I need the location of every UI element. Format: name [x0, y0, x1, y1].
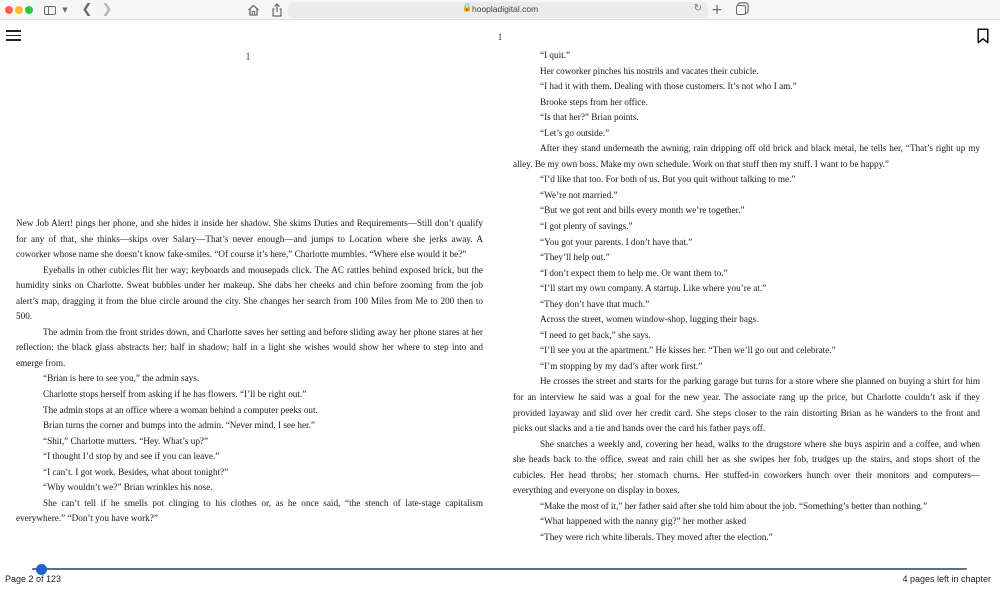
right-page-text — [513, 48, 980, 546]
paragraph: “Let’s go outside.” — [540, 127, 610, 138]
page-slider-track[interactable] — [32, 568, 967, 570]
paragraph: “I need to get back,” she says. — [540, 329, 651, 340]
close-window-button[interactable] — [5, 6, 13, 14]
chevron-down-icon[interactable]: ▼ — [62, 6, 68, 14]
plus-icon[interactable]: + — [711, 2, 723, 18]
paragraph: “Brian is here to see you,” the admin says. — [43, 373, 200, 384]
paragraph: “I’ll start my own company. A startup. Like where you’re at.” — [540, 283, 767, 294]
minimize-window-button[interactable] — [15, 6, 23, 14]
paragraph: “They don’t have that much.” — [540, 298, 650, 309]
back-arrow-icon[interactable]: ❮ — [81, 2, 93, 17]
paragraph: “Shit,” Charlotte mutters. “Hey. What’s up?” — [43, 435, 209, 446]
url-text: hoopladigital.com — [472, 4, 539, 14]
paragraph: “Why wouldn’t we?” Brian wrinkles his nose. — [43, 482, 213, 493]
paragraph: “They were rich white liberals. They moved after the election.” — [540, 531, 773, 542]
browser-toolbar — [0, 0, 1000, 20]
paragraph: The admin from the front strides down, and Charlotte saves her setting and before sliding away her phone stares at her reflection: the black glass abstracts her; half in shadow; half in a light she wishes would show her where to step into and emerge from. — [16, 326, 483, 368]
paragraph: Her coworker pinches his nostrils and vacates their cubicle. — [540, 65, 759, 76]
paragraph: “But we got rent and bills every month we’re together.” — [540, 205, 745, 216]
forward-arrow-icon[interactable]: ❯ — [101, 2, 113, 17]
address-bar[interactable] — [288, 2, 708, 18]
header-page-number: 1 — [497, 32, 503, 42]
paragraph: She can’t tell if he smells pot clinging to his clothes or, as he once said, “the stench of late-stage capitalism everywhere.” “Don’t you have work?” — [16, 497, 483, 524]
chapter-number: 1 — [245, 49, 251, 63]
sidebar-icon[interactable] — [44, 3, 56, 17]
paragraph: “They’ll help out.” — [540, 252, 610, 263]
paragraph: “I quit.” — [540, 50, 571, 60]
reload-icon[interactable]: ↻ — [693, 3, 702, 14]
left-page-text — [16, 216, 483, 527]
page-status: Page 2 of 123 — [5, 574, 62, 584]
paragraph: “Make the most of it,” her father said after she told him about the job. “Something’s better than nothing.” — [540, 500, 928, 511]
paragraph: “You got your parents. I don’t have that.” — [540, 236, 693, 247]
hamburger-menu-icon[interactable] — [6, 30, 21, 41]
paragraph: “Is that her?” Brian points. — [540, 112, 639, 123]
zoom-window-button[interactable] — [25, 6, 33, 14]
paragraph: “I’ll see you at the apartment.” He kisses her. “Then we’ll go out and celebrate.” — [540, 345, 836, 356]
paragraph: He crosses the street and starts for the parking garage but turns for a store where she planned on buying a shirt for him for an interview he said was a goal for the new year. The associate rang up the price, but Charlotte couldn’t ask if they provided layaway and slid over her credit card. She steps closer to the rain distorting Brian as he wanders to the front and picks out slacks and a tie and hands over the card his father pays off. — [513, 376, 980, 434]
paragraph: The admin stops at an office where a woman behind a computer peeks out. — [43, 404, 318, 415]
paragraph: Brooke steps from her office. — [540, 96, 648, 107]
paragraph: “I don’t expect them to help me. Or want them to.” — [540, 267, 728, 278]
paragraph: She snatches a weekly and, covering her head, walks to the drugstore where she buys aspirin and a coffee, and when she heads back to the office, sweat and rain chill her as she swipes her fob, trudges up the stairs, and stops short of the cubicles. Her head throbs; her stomach churns. Her stuffed-in coworkers hunch over their monitors and computers—everything and everyone on display in boxes. — [513, 438, 980, 496]
paragraph: “I thought I’d stop by and see if you can leave.” — [43, 451, 220, 462]
lock-icon: 🔒 — [462, 3, 472, 12]
bookmark-icon[interactable] — [977, 28, 989, 44]
paragraph: Across the street, women window-shop, lugging their bags. — [540, 314, 759, 325]
paragraph: Brian turns the corner and bumps into the admin. “Never mind. I see her.” — [43, 420, 315, 431]
paragraph: “I got plenty of savings.” — [540, 221, 633, 232]
chapter-status: 4 pages left in chapter — [902, 574, 991, 584]
share-icon[interactable] — [270, 3, 284, 17]
paragraph: After they stand underneath the awning, rain dripping off old brick and black metal, he tells her, “That’s right up my alley. Be my own boss. Make my own schedule. Work on that stuff then my stuff. I want to be happy.” — [513, 143, 980, 169]
home-icon[interactable] — [246, 3, 260, 17]
paragraph: New Job Alert! pings her phone, and she hides it inside her shadow. She skims Duties and Requirements—Still don’t qualify for any of that, she thinks—skips over Salary—That’s never enough—and jumps to Location where she jerks away. A coworker whose name she doesn’t know fake-smiles. “Of course it’s here,” Charlotte mumbles. “Where else would it be?” — [16, 218, 483, 260]
tabs-icon[interactable] — [734, 3, 748, 17]
paragraph: “What happened with the nanny gig?” her mother asked — [540, 516, 747, 527]
paragraph: “I’d like that too. For both of us. But you quit without talking to me.” — [540, 174, 796, 185]
paragraph: “I’m stopping by my dad’s after work first.” — [540, 360, 703, 371]
paragraph: “I can’t. I got work. Besides, what about tonight?” — [43, 466, 229, 477]
paragraph: Eyeballs in other cubicles flit her way; keyboards and mousepads click. The AC rattles behind exposed brick, but the humidity sinks on Charlotte. Sweat bubbles under her makeup. She dabs her cheeks and chin before zooming from the job alert’s map, dragging it from the blue circle around the city. She changes her search from 100 Miles from Me to 200 then to 500. — [16, 264, 483, 322]
paragraph: Charlotte stops herself from asking if he has flowers. “I’ll be right out.” — [43, 389, 307, 400]
paragraph: “I had it with them. Dealing with those customers. It’s not who I am.” — [540, 81, 797, 92]
paragraph: “We’re not married.” — [540, 189, 618, 200]
